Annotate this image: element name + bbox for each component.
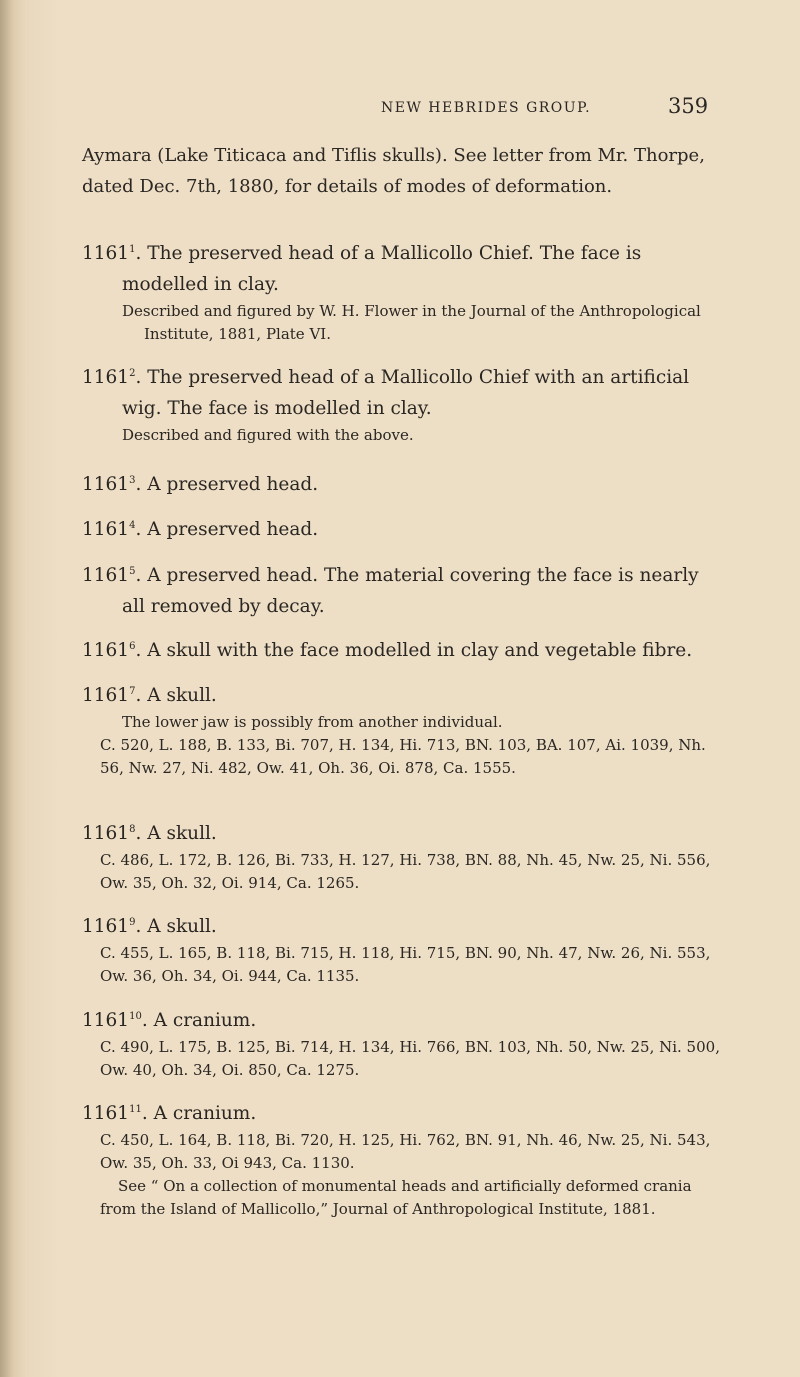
entry-number: 1161 (82, 916, 130, 937)
entry-superscript: 4 (129, 520, 136, 531)
entry-heading (82, 631, 722, 666)
entry-number: 1161 (82, 823, 130, 844)
catalogue-entry (82, 907, 722, 988)
entry-description: . The preserved head of a Mallicollo Chief with an artificial wig. The face is modelled in clay. (122, 367, 690, 419)
entry-superscript: 1 (129, 244, 136, 255)
entry-measurements: C. 486, L. 172, B. 126, Bi. 733, H. 127, Hi. 738, BN. 88, Nh. 45, Nw. 25, Ni. 556, Ow. 35, Oh. 32, Oi. 914, Ca. 1265. (100, 851, 711, 892)
entry-superscript: 2 (129, 368, 136, 379)
entry-number: 1161 (82, 685, 130, 706)
entry-description: . A cranium. (141, 1010, 257, 1031)
entry-number: 1161 (82, 1103, 130, 1124)
catalogue-entry (82, 676, 722, 780)
intro-paragraph: Aymara (Lake Titicaca and Tiflis skulls). See letter from Mr. Thorpe, dated Dec. 7th, 1880, for details of modes of deformation. (82, 145, 705, 197)
entry-number: 1161 (82, 1010, 130, 1031)
running-title: NEW HEBRIDES GROUP. (381, 100, 592, 116)
entry-superscript: 11 (129, 1104, 142, 1115)
entry-notes (82, 711, 722, 780)
entry-notes (82, 300, 722, 346)
catalogue-entry (82, 234, 722, 346)
entry-superscript: 7 (129, 686, 136, 697)
entry-number: 1161 (82, 565, 130, 586)
entry-notes (82, 942, 722, 988)
entry-heading (82, 510, 722, 545)
entry-superscript: 6 (129, 641, 136, 652)
page-header (0, 94, 800, 124)
entry-notes (82, 1036, 722, 1082)
entry-description: . A skull. (135, 685, 217, 706)
entry-reference: See “ On a collection of monumental heads and artificially deformed crania from the Island of Mallicollo,” Journal of Anthropological Institute, 1881. (100, 1177, 692, 1218)
entry-heading (82, 676, 722, 711)
entry-number: 1161 (82, 367, 130, 388)
entry-heading (82, 1001, 722, 1036)
entry-description: . The preserved head of a Mallicollo Chief. The face is modelled in clay. (122, 243, 642, 295)
entry-measurements: C. 520, L. 188, B. 133, Bi. 707, H. 134, Hi. 713, BN. 103, BA. 107, Ai. 1039, Nh. 56, Nw. 27, Ni. 482, Ow. 41, Oh. 36, Oi. 878, Ca. 1555. (100, 736, 706, 777)
entry-description: . A skull. (135, 823, 217, 844)
catalogue-entry (82, 631, 722, 666)
entry-description: . A skull with the face modelled in clay and vegetable fibre. (135, 640, 693, 661)
catalogue-entry (82, 556, 722, 622)
entry-superscript: 8 (129, 824, 136, 835)
entry-notes (82, 849, 722, 895)
entry-note: Described and figured by W. H. Flower in the Journal of the Anthropological Institute, 1881, Plate VI. (122, 302, 701, 343)
entry-measurements: C. 455, L. 165, B. 118, Bi. 715, H. 118, Hi. 715, BN. 90, Nh. 47, Nw. 26, Ni. 553, Ow. 36, Oh. 34, Oi. 944, Ca. 1135. (100, 944, 711, 985)
catalogue-entry (82, 814, 722, 895)
entry-superscript: 3 (129, 475, 136, 486)
entry-measurements: C. 450, L. 164, B. 118, Bi. 720, H. 125, Hi. 762, BN. 91, Nh. 46, Nw. 25, Ni. 543, Ow. 35, Oh. 33, Oi 943, Ca. 1130. (100, 1131, 711, 1172)
entry-description: . A preserved head. (135, 474, 319, 495)
entry-measurements: C. 490, L. 175, B. 125, Bi. 714, H. 134, Hi. 766, BN. 103, Nh. 50, Nw. 25, Ni. 500, Ow. 40, Oh. 34, Oi. 850, Ca. 1275. (100, 1038, 720, 1079)
entry-description: . A preserved head. The material covering the face is nearly all removed by decay. (122, 565, 699, 617)
catalogue-entry (82, 510, 722, 545)
page-number: 359 (668, 94, 709, 118)
entry-superscript: 9 (129, 917, 136, 928)
entry-heading (82, 814, 722, 849)
entry-note: The lower jaw is possibly from another individual. (122, 713, 503, 731)
entry-heading (82, 556, 722, 622)
entry-number: 1161 (82, 474, 130, 495)
entry-description: . A cranium. (141, 1103, 257, 1124)
entry-number: 1161 (82, 640, 130, 661)
catalogue-entry (82, 1094, 722, 1221)
entry-number: 1161 (82, 519, 130, 540)
entry-number: 1161 (82, 243, 130, 264)
entry-heading (82, 1094, 722, 1129)
entry-heading (82, 358, 722, 424)
entry-description: . A skull. (135, 916, 217, 937)
entry-superscript: 5 (129, 566, 136, 577)
entry-heading (82, 907, 722, 942)
catalogue-entry (82, 465, 722, 500)
entry-heading (82, 465, 722, 500)
catalogue-entry (82, 358, 722, 447)
entry-note: Described and figured with the above. (122, 426, 414, 444)
entry-heading (82, 234, 722, 300)
entry-notes (82, 1129, 722, 1221)
entry-superscript: 10 (129, 1011, 142, 1022)
entry-notes (82, 424, 722, 447)
catalogue-entry (82, 1001, 722, 1082)
entry-description: . A preserved head. (135, 519, 319, 540)
